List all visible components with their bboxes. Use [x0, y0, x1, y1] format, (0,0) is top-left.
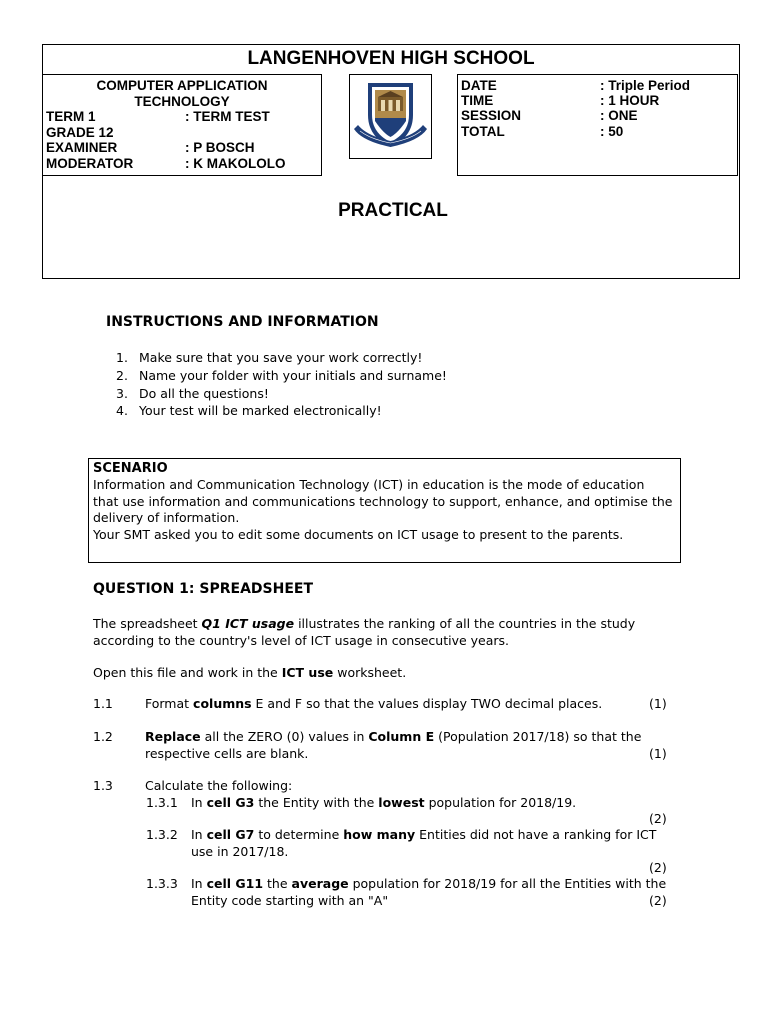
- list-item: Do all the questions!: [139, 386, 269, 401]
- mark-allocation: (1): [649, 696, 667, 711]
- grade-label: GRADE 12: [46, 125, 114, 140]
- moderator-label: MODERATOR: [46, 156, 134, 171]
- subquestion-text-continued: use in 2017/18.: [191, 844, 289, 859]
- question-heading: QUESTION 1: SPREADSHEET: [93, 581, 314, 597]
- question-text: Calculate the following:: [145, 778, 293, 793]
- mark-allocation: (2): [649, 893, 667, 908]
- question-text: Format columns E and F so that the values display TWO decimal places.: [145, 696, 603, 711]
- term-label: TERM 1: [46, 109, 96, 124]
- scenario-title: SCENARIO: [93, 461, 168, 476]
- school-crest-icon: [350, 75, 431, 158]
- question-number: 1.3: [93, 778, 113, 793]
- list-item: Your test will be marked electronically!: [139, 403, 382, 418]
- subject-title: [44, 78, 320, 109]
- time-label: TIME: [461, 93, 494, 108]
- list-item: Make sure that you save your work correctly!: [139, 350, 423, 365]
- document-title: PRACTICAL: [338, 200, 448, 221]
- examiner-value: : P BOSCH: [185, 140, 255, 155]
- subquestion-number: 1.3.1: [146, 795, 178, 810]
- examiner-label: EXAMINER: [46, 140, 118, 155]
- instructions-heading: INSTRUCTIONS AND INFORMATION: [106, 314, 379, 330]
- question-intro: The spreadsheet Q1 ICT usage illustrates the ranking of all the countries in the study according to the country's level of ICT usage in consecutive years.: [93, 616, 636, 648]
- mark-allocation: (2): [649, 811, 667, 826]
- moderator-value: : K MAKOLOLO: [185, 156, 286, 171]
- question-text: Replace all the ZERO (0) values in Column E (Population 2017/18) so that the: [145, 729, 642, 744]
- list-item: Name your folder with your initials and surname!: [139, 368, 447, 383]
- time-value: : 1 HOUR: [600, 93, 660, 108]
- list-number: 3.: [116, 386, 128, 401]
- scenario-paragraph: Information and Communication Technology (ICT) in education is the mode of education that use information and communications technology to support, enhance, and optimise the delivery of information.: [93, 477, 673, 525]
- subquestion-text: In cell G7 to determine how many Entities did not have a ranking for ICT: [191, 827, 657, 842]
- logo-frame: [349, 74, 432, 159]
- list-number: 2.: [116, 368, 128, 383]
- session-label: SESSION: [461, 108, 522, 123]
- worksheet-name: ICT use: [281, 665, 334, 680]
- subquestion-number: 1.3.2: [146, 827, 178, 842]
- mark-allocation: (2): [649, 860, 667, 875]
- term-value: : TERM TEST: [185, 109, 270, 124]
- file-name: Q1 ICT usage: [201, 616, 295, 631]
- mark-allocation: (1): [649, 746, 667, 761]
- date-value: : Triple Period: [600, 78, 691, 93]
- total-value: : 50: [600, 124, 624, 139]
- subquestion-text-continued: Entity code starting with an "A": [191, 893, 389, 908]
- open-file-instruction: Open this file and work in the ICT use worksheet.: [93, 665, 407, 680]
- scenario-paragraph: Your SMT asked you to edit some documents on ICT usage to present to the parents.: [93, 526, 624, 542]
- total-label: TOTAL: [461, 124, 505, 139]
- list-number: 4.: [116, 403, 128, 418]
- subject-line-1: COMPUTER APPLICATION: [96, 78, 268, 93]
- question-text-continued: respective cells are blank.: [145, 746, 309, 761]
- subquestion-text: In cell G11 the average population for 2018/19 for all the Entities with the: [191, 876, 667, 891]
- question-number: 1.1: [93, 696, 113, 711]
- question-number: 1.2: [93, 729, 113, 744]
- list-number: 1.: [116, 350, 128, 365]
- school-name: LANGENHOVEN HIGH SCHOOL: [247, 48, 535, 69]
- subquestion-text: In cell G3 the Entity with the lowest population for 2018/19.: [191, 795, 577, 810]
- scenario-text: [93, 477, 673, 543]
- date-label: DATE: [461, 78, 497, 93]
- subquestion-number: 1.3.3: [146, 876, 178, 891]
- session-value: : ONE: [600, 108, 638, 123]
- subject-line-2: TECHNOLOGY: [134, 93, 230, 109]
